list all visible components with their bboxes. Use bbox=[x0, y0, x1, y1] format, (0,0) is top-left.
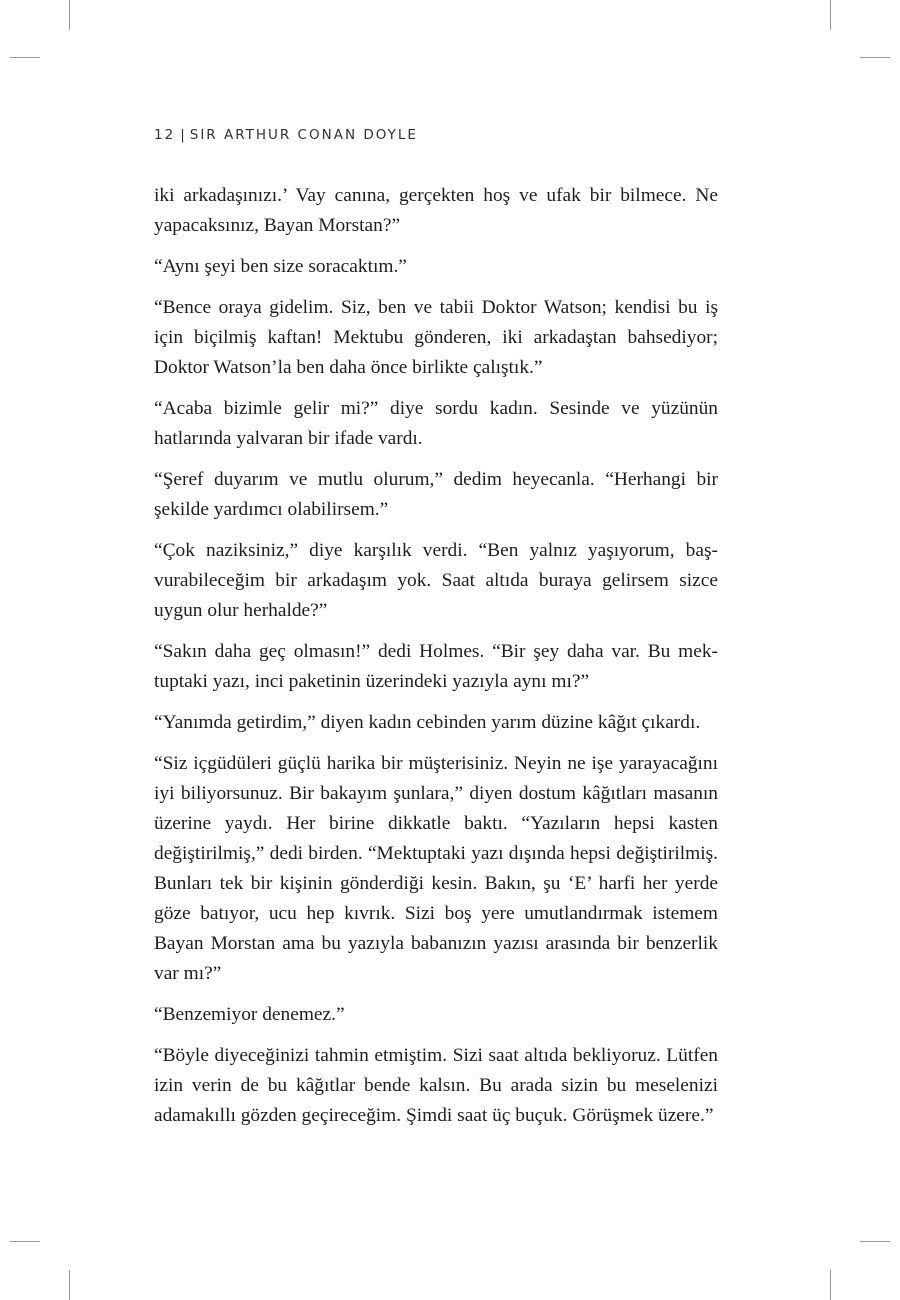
crop-mark-top-right bbox=[830, 0, 831, 30]
header-author: SIR ARTHUR CONAN DOYLE bbox=[189, 127, 418, 143]
page-body bbox=[154, 181, 718, 1142]
page-number: 12 bbox=[154, 127, 176, 143]
paragraph: “Şeref duyarım ve mutlu olurum,” dedim heyecanla. “Herhangi bir şekilde yardımcı olabilirsem.” bbox=[154, 469, 718, 520]
header-separator: | bbox=[180, 127, 185, 143]
crop-mark-bottom-left bbox=[69, 1270, 70, 1300]
crop-mark-top-left bbox=[69, 0, 70, 30]
paragraph: “Çok naziksiniz,” diye karşılık verdi. “Ben yalnız yaşıyorum, başvurabileceğim bir arkadaşım yok. Saat altıda buraya gelirsem sizce uygun olur herhalde?” bbox=[154, 540, 718, 621]
crop-mark-bottom-right bbox=[830, 1270, 831, 1300]
crop-mark-right-upper bbox=[860, 57, 890, 58]
paragraph: “Siz içgüdüleri güçlü harika bir müşterisiniz. Neyin ne işe yarayacağını iyi biliyorsunuz. Bir bakayım şunlara,” diyen dostum kâğıtları masanın üzerine yaydı. Her birine dikkatle baktı. “Yazıların hepsi kasten değiştirilmiş,” dedi birden. “Mektuptaki yazı dışında hepsi değiştirilmiş. Bunları tek bir kişinin gönderdiği kesin. Bakın, şu ‘E’ harfi her yerde göze batıyor, ucu hep kıvrık. Sizi boş yere umutlandırmak istemem Bayan Morstan ama bu yazıyla babanızın yazısı arasında bir benzerlik var mı?” bbox=[154, 753, 718, 984]
paragraph: iki arkadaşınızı.’ Vay canına, gerçekten hoş ve ufak bir bilmece. Ne yapacaksınız, Bayan Morstan?” bbox=[154, 185, 718, 236]
paragraph: “Acaba bizimle gelir mi?” diye sordu kadın. Sesinde ve yüzünün hatlarında yalvaran bir ifade vardı. bbox=[154, 398, 718, 449]
paragraph: “Yanımda getirdim,” diyen kadın cebinden yarım düzine kâğıt çıkardı. bbox=[154, 712, 701, 733]
paragraph: “Sakın daha geç olmasın!” dedi Holmes. “Bir şey daha var. Bu mektuptaki yazı, inci paketinin üzerindeki yazıyla aynı mı?” bbox=[154, 641, 718, 692]
paragraph: “Bence oraya gidelim. Siz, ben ve tabii Doktor Watson; kendisi bu iş için biçilmiş kaftan! Mektubu gönderen, iki arkadaştan bahsediyor; Doktor Watson’la ben daha önce birlikte çalıştık.” bbox=[154, 297, 718, 378]
crop-mark-right-lower bbox=[860, 1241, 890, 1242]
paragraph: “Benzemiyor denemez.” bbox=[154, 1004, 345, 1025]
crop-mark-left-lower bbox=[10, 1241, 40, 1242]
running-header bbox=[154, 127, 418, 143]
paragraph: “Aynı şeyi ben size soracaktım.” bbox=[154, 256, 407, 277]
paragraph: “Böyle diyeceğinizi tahmin etmiştim. Sizi saat altıda bekliyoruz. Lütfen izin verin de bu kâğıtlar bende kalsın. Bu arada sizin bu meselenizi adamakıllı gözden geçireceğim. Şimdi saat üç buçuk. Görüşmek üzere.” bbox=[154, 1045, 718, 1126]
crop-mark-left-upper bbox=[10, 57, 40, 58]
